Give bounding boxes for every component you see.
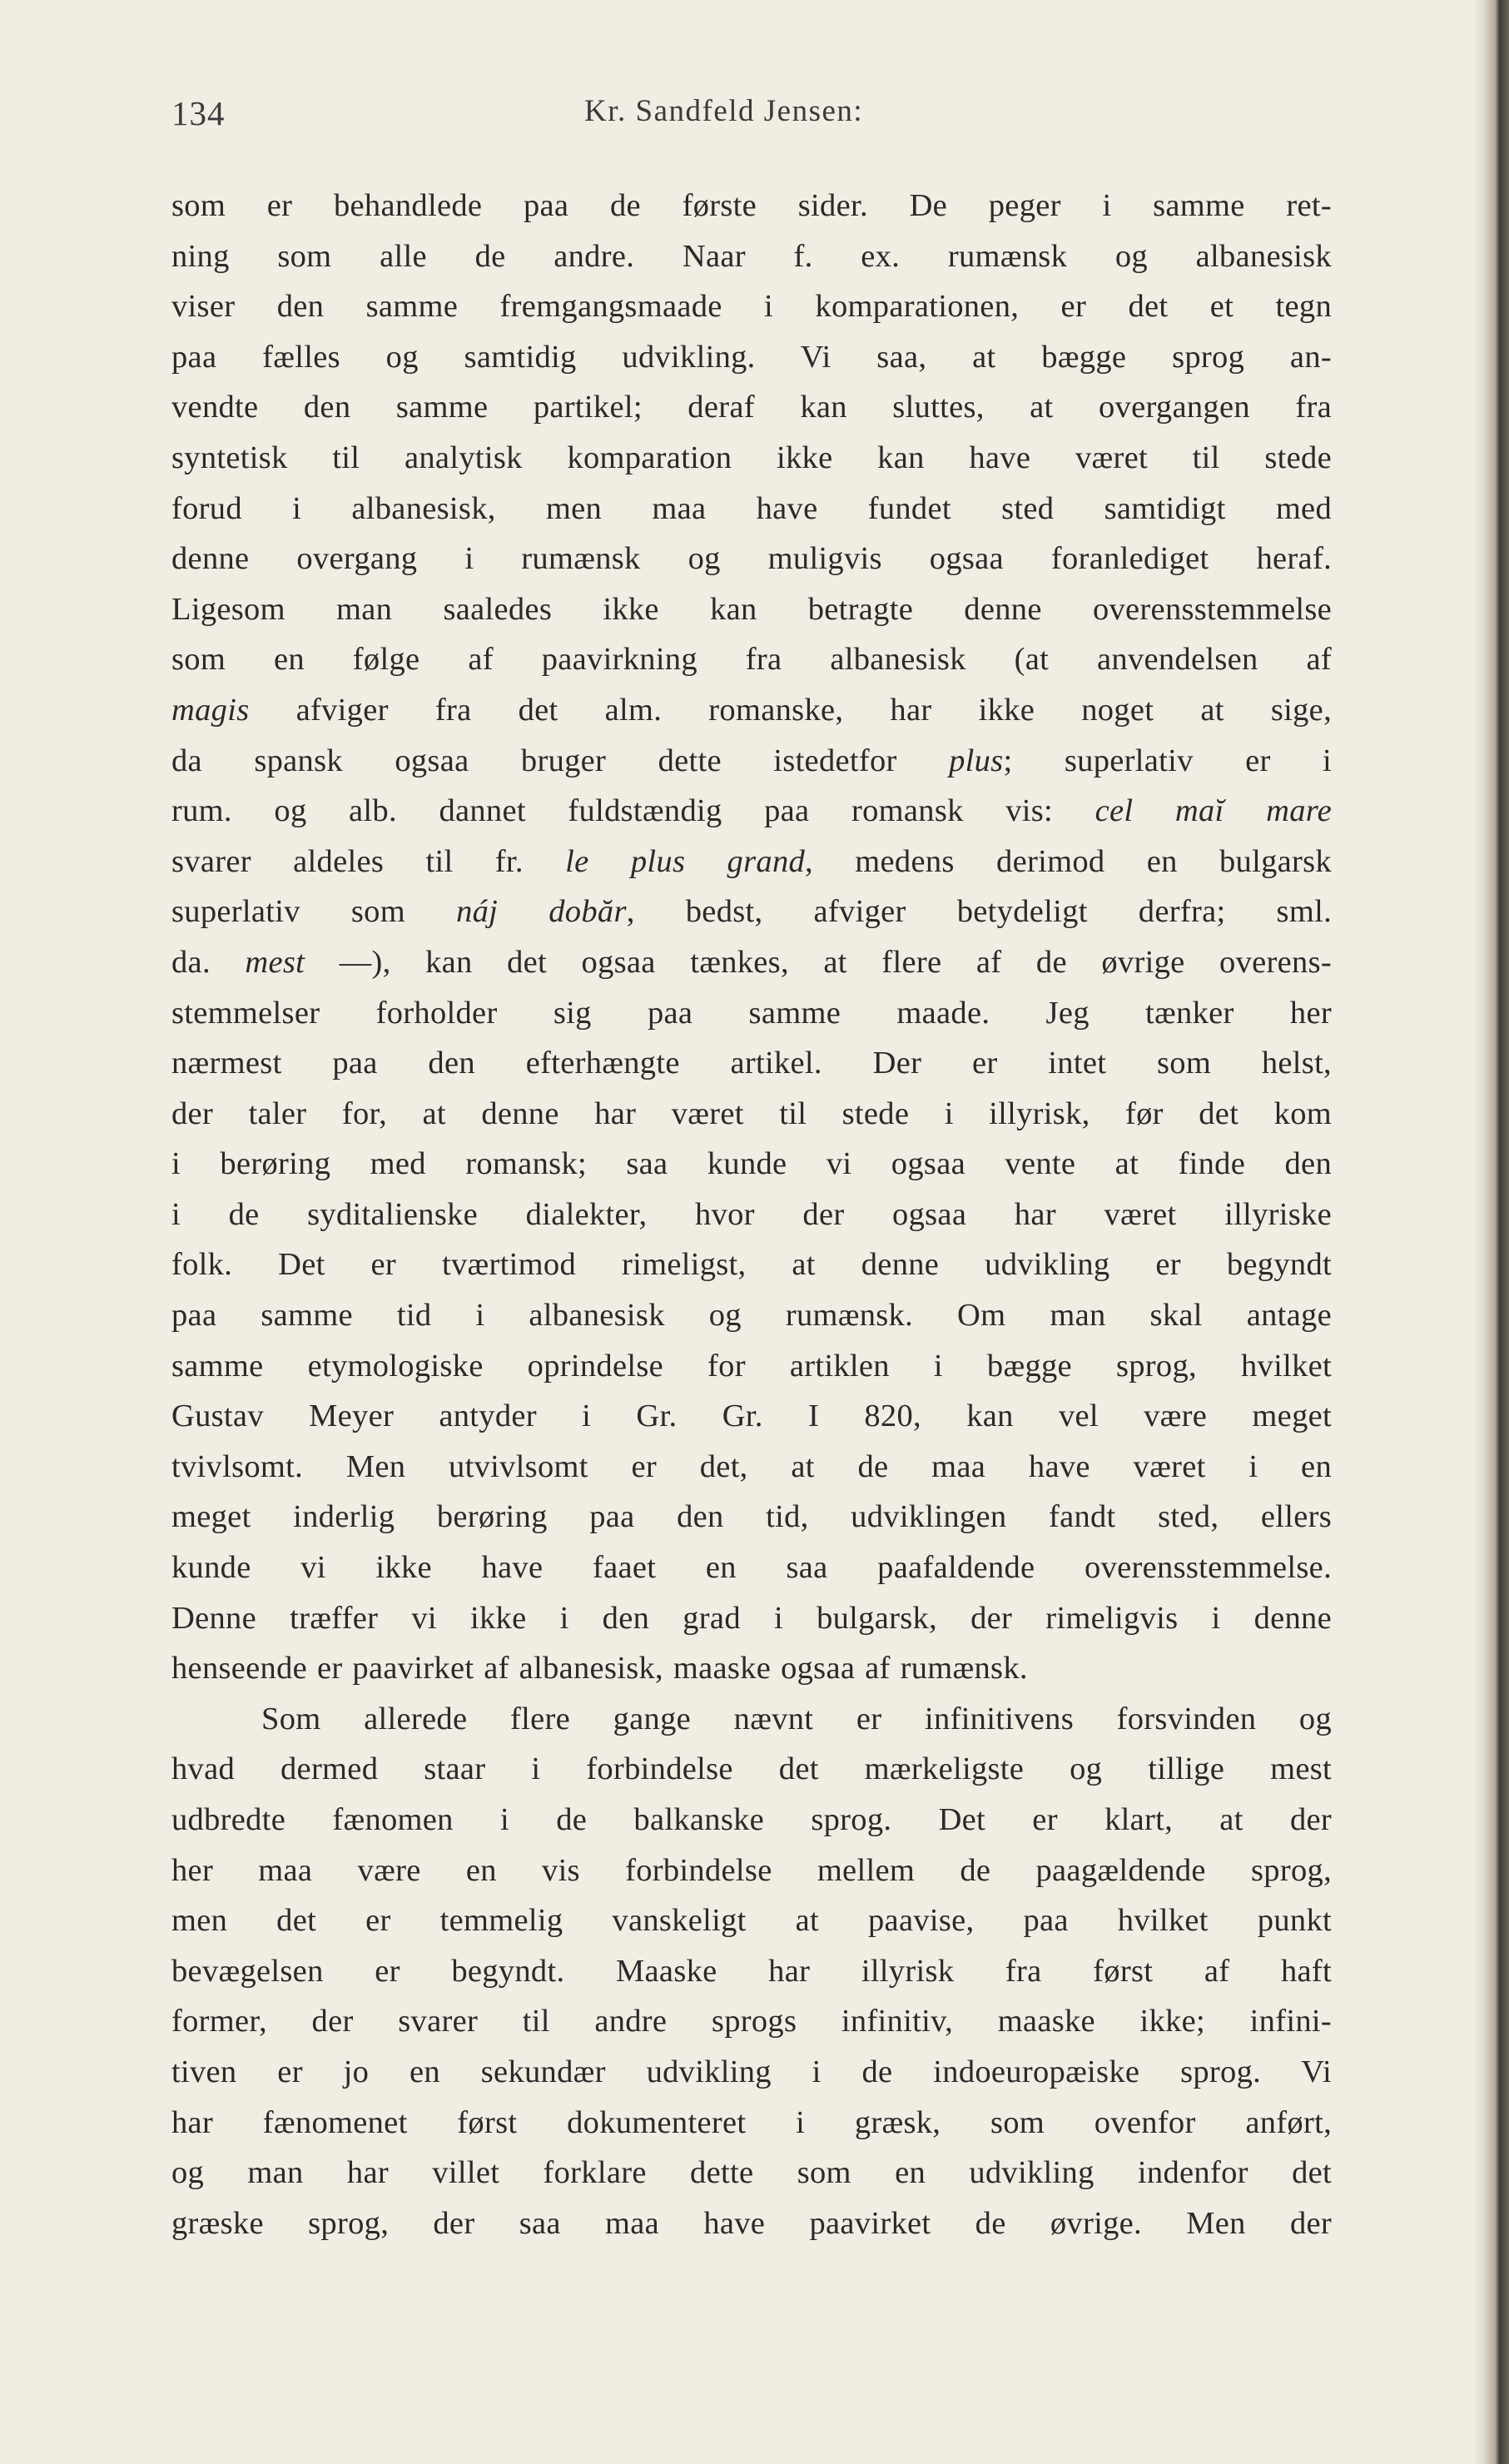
text-line — [171, 1694, 1332, 1745]
text-segment: udbredte fænomen i de balkanske sprog. Det er klart, at der — [171, 1802, 1332, 1837]
text-line — [171, 2198, 1332, 2249]
text-segment: superlativ som — [171, 894, 457, 930]
body-text — [171, 181, 1332, 2248]
text-line — [171, 484, 1332, 534]
text-line — [171, 1239, 1332, 1290]
text-segment: ning som alle de andre. Naar f. ex. rumænsk og albanesisk — [171, 238, 1332, 274]
text-segment: rum. og alb. dannet fuldstændig paa romansk vis: — [171, 793, 1095, 829]
text-line — [171, 433, 1332, 484]
text-segment: folk. Det er tværtimod rimeligst, at denne udvikling er begyndt — [171, 1247, 1332, 1283]
text-line — [171, 2148, 1332, 2198]
text-segment: afviger fra det alm. romanske, har ikke noget at sige, — [249, 692, 1332, 728]
text-segment: har fænomenet først dokumenteret i græsk, som ovenfor anført, — [171, 2104, 1332, 2140]
text-segment: svarer aldeles til fr. — [171, 843, 566, 879]
text-line — [171, 1139, 1332, 1190]
text-line — [171, 1391, 1332, 1442]
italic-term: le plus grand — [565, 843, 806, 879]
text-line — [171, 937, 1332, 988]
text-segment: Gustav Meyer antyder i Gr. Gr. I 820, kan vel være meget — [171, 1398, 1332, 1434]
text-segment: ; superlativ er i — [1003, 743, 1332, 778]
text-segment: meget inderlig berøring paa den tid, udviklingen fandt sted, ellers — [171, 1499, 1332, 1535]
text-line — [171, 1190, 1332, 1240]
text-segment: syntetisk til analytisk komparation ikke kan have været til stede — [171, 440, 1332, 475]
text-segment: paa samme tid i albanesisk og rumænsk. Om man skal antage — [171, 1298, 1332, 1334]
text-line — [171, 2047, 1332, 2098]
text-segment: tiven er jo en sekundær udvikling i de indoeuropæiske sprog. Vi — [171, 2054, 1332, 2089]
text-line — [171, 685, 1332, 736]
text-line — [171, 1846, 1332, 1896]
text-line — [171, 332, 1332, 383]
text-segment: da. — [171, 944, 246, 980]
text-line — [171, 1946, 1332, 1997]
text-segment: —), kan det ogsaa tænkes, at flere af de øvrige overens- — [305, 944, 1332, 980]
text-line — [171, 534, 1332, 584]
running-head: Kr. Sandfeld Jensen: — [584, 94, 864, 128]
text-line — [171, 231, 1332, 282]
text-segment: Denne træffer vi ikke i den grad i bulgarsk, der rimeligvis i denne — [171, 1600, 1332, 1636]
text-line — [171, 382, 1332, 433]
text-line — [171, 1643, 1332, 1694]
page-header — [171, 93, 1337, 143]
text-segment: former, der svarer til andre sprogs infinitiv, maaske ikke; infini- — [171, 2004, 1332, 2039]
text-line — [171, 1089, 1332, 1140]
text-segment: paa fælles og samtidig udvikling. Vi saa, at bægge sprog an- — [171, 339, 1332, 375]
text-segment: der taler for, at denne har været til stede i illyrisk, før det kom — [171, 1095, 1332, 1131]
page-edge-shadow — [1474, 0, 1486, 2464]
italic-term: plus — [949, 743, 1004, 778]
text-segment: Som allerede flere gange nævnt er infinitivens forsvinden og — [261, 1701, 1332, 1736]
text-segment: , bedst, afviger betydeligt derfra; sml. — [626, 894, 1332, 930]
text-segment: vendte den samme partikel; deraf kan sluttes, at overgangen fra — [171, 390, 1332, 425]
text-segment: som er behandlede paa de første sider. De peger i samme ret- — [171, 188, 1332, 223]
text-line — [171, 1795, 1332, 1846]
book-spine-edge — [1486, 0, 1509, 2464]
text-segment: hvad dermed staar i forbindelse det mærkeligste og tillige mest — [171, 1751, 1332, 1787]
text-line — [171, 1290, 1332, 1341]
text-segment: samme etymologiske oprindelse for artiklen i bægge sprog, hvilket — [171, 1348, 1332, 1384]
italic-term: mest — [245, 944, 305, 980]
text-segment: bevægelsen er begyndt. Maaske har illyrisk fra først af haft — [171, 1953, 1332, 1989]
text-line — [171, 1895, 1332, 1946]
text-segment: som en følge af paavirkning fra albanesisk (at anvendelsen af — [171, 642, 1332, 678]
text-line — [171, 281, 1332, 332]
text-segment: viser den samme fremgangsmaade i komparationen, er det et tegn — [171, 289, 1332, 325]
text-line — [171, 1492, 1332, 1542]
text-segment: kunde vi ikke have faaet en saa paafaldende overensstemmelse. — [171, 1550, 1332, 1586]
text-segment: her maa være en vis forbindelse mellem de paagældende sprog, — [171, 1852, 1332, 1888]
text-line — [171, 988, 1332, 1039]
text-line — [171, 1341, 1332, 1392]
text-segment: denne overgang i rumænsk og muligvis ogsaa foranlediget heraf. — [171, 541, 1332, 577]
text-line — [171, 2098, 1332, 2149]
text-line — [171, 837, 1332, 887]
text-line — [171, 1593, 1332, 1644]
text-segment: i de syditalienske dialekter, hvor der ogsaa har været illyriske — [171, 1196, 1332, 1232]
text-segment: Ligesom man saaledes ikke kan betragte denne overensstemmelse — [171, 591, 1332, 627]
text-line — [171, 1996, 1332, 2047]
text-line — [171, 1542, 1332, 1593]
text-segment: i berøring med romansk; saa kunde vi ogsaa vente at finde den — [171, 1146, 1332, 1182]
text-line — [171, 634, 1332, 685]
text-line — [171, 887, 1332, 937]
italic-term: magis — [171, 692, 250, 728]
text-segment: tvivlsomt. Men utvivlsomt er det, at de maa have været i en — [171, 1448, 1332, 1484]
text-segment: men det er temmelig vanskeligt at paavise, paa hvilket punkt — [171, 1903, 1332, 1939]
text-segment: stemmelser forholder sig paa samme maade. Jeg tænker her — [171, 995, 1332, 1031]
italic-term: cel maĭ mare — [1095, 793, 1332, 829]
text-line — [171, 1442, 1332, 1493]
text-line — [171, 786, 1332, 837]
text-line — [171, 1744, 1332, 1795]
text-segment: og man har villet forklare dette som en udvikling indenfor det — [171, 2155, 1332, 2191]
text-line — [171, 181, 1332, 231]
text-segment: henseende er paavirket af albanesisk, maaske ogsaa af rumænsk. — [171, 1651, 1028, 1687]
text-line — [171, 584, 1332, 635]
text-line — [171, 736, 1332, 787]
page-number: 134 — [171, 94, 226, 132]
text-segment: forud i albanesisk, men maa have fundet sted samtidigt med — [171, 490, 1332, 526]
text-segment: da spansk ogsaa bruger dette istedetfor — [171, 743, 950, 778]
text-segment: , medens derimod en bulgarsk — [805, 843, 1332, 879]
text-segment: nærmest paa den efterhængte artikel. Der er intet som helst, — [171, 1046, 1332, 1081]
text-line — [171, 1038, 1332, 1089]
text-segment: græske sprog, der saa maa have paavirket de øvrige. Men der — [171, 2205, 1332, 2241]
italic-term: náj dobăr — [456, 894, 627, 930]
